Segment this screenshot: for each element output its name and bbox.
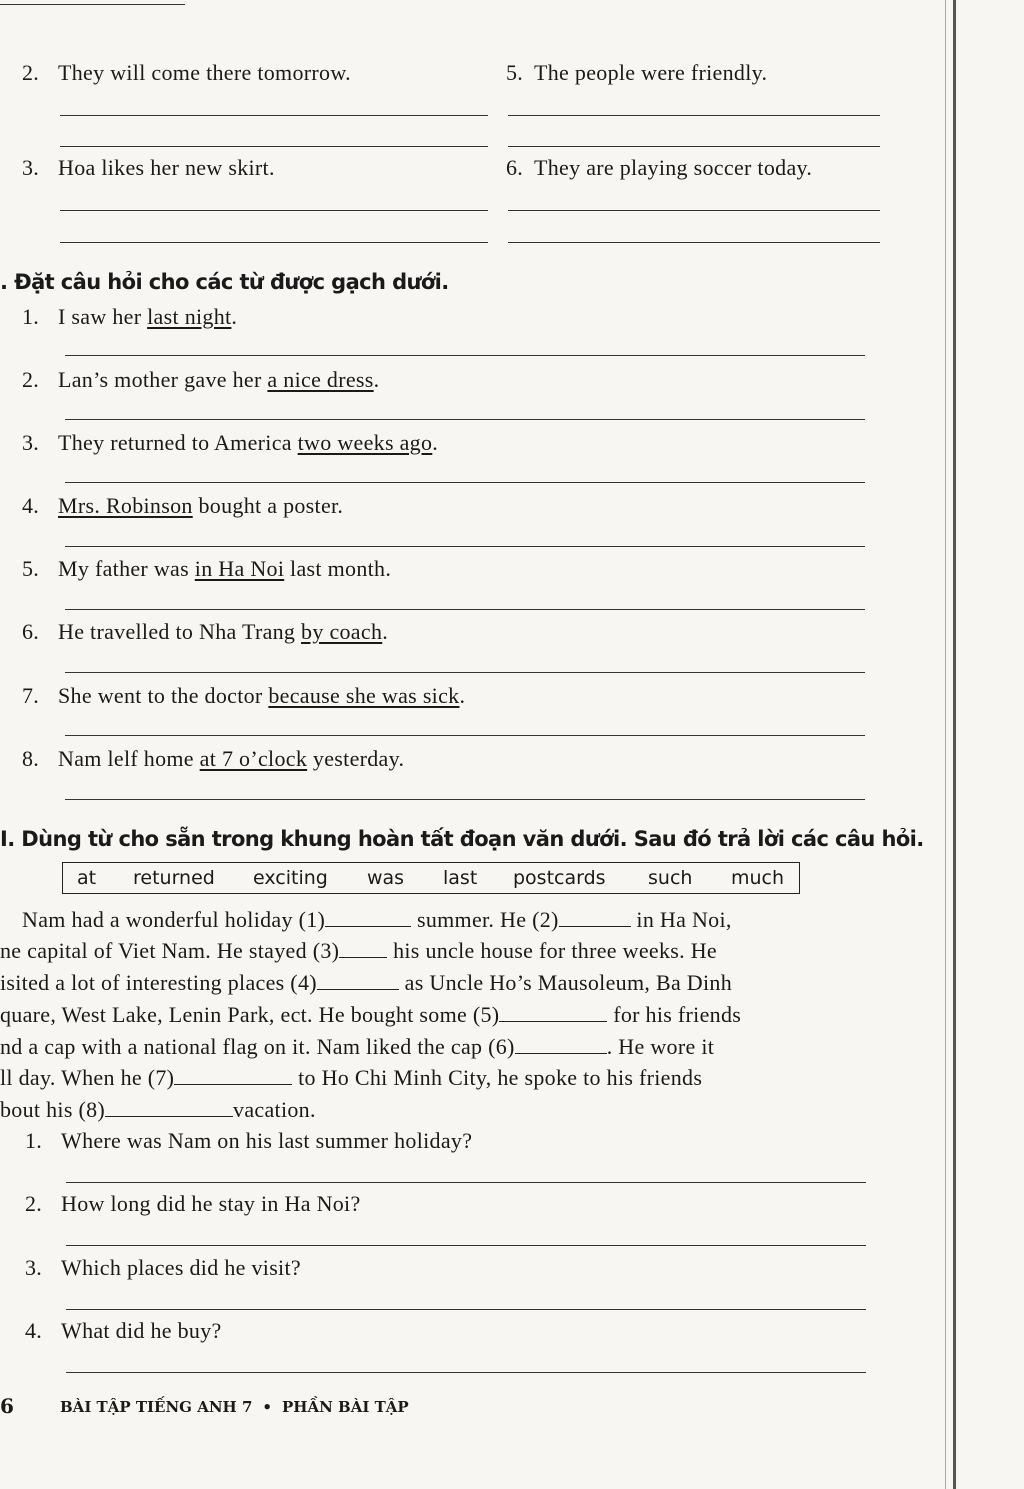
answer-line[interactable] (60, 146, 488, 147)
answer-line[interactable] (508, 210, 880, 211)
word: postcards (513, 867, 606, 889)
top-rule (0, 4, 185, 5)
question-item: 5. My father was in Ha Noi last month. (22, 556, 392, 581)
answer-line[interactable] (65, 799, 865, 800)
page-edge (953, 0, 956, 1489)
word: such (648, 867, 693, 889)
answer-line[interactable] (65, 355, 865, 356)
answer-line[interactable] (66, 1309, 866, 1310)
passage-line: nd a cap with a national flag on it. Nam liked the cap (6) . He wore it (0, 1034, 715, 1059)
reading-question: 3. Which places did he visit? (25, 1255, 301, 1280)
answer-line[interactable] (508, 146, 880, 147)
answer-line[interactable] (65, 735, 865, 736)
page-number: 6 (0, 1394, 14, 1418)
question-item: 7. She went to the doctor because she was sick. (22, 683, 466, 708)
answer-line[interactable] (65, 419, 865, 420)
word: much (731, 867, 785, 889)
answer-line[interactable] (65, 609, 865, 610)
passage-line: isited a lot of interesting places (4) as Uncle Ho’s Mausoleum, Ba Dinh (0, 970, 733, 995)
answer-line[interactable] (65, 546, 865, 547)
reading-question: 1. Where was Nam on his last summer holiday? (25, 1128, 473, 1153)
question-item: 2. Lan’s mother gave her a nice dress. (22, 367, 380, 392)
word-box (62, 862, 800, 894)
answer-line[interactable] (60, 242, 488, 243)
passage-line: bout his (8) vacation. (0, 1097, 316, 1122)
footer-title: BÀI TẬP TIẾNG ANH 7 • PHẦN BÀI TẬP (60, 1398, 409, 1416)
word: at (77, 867, 97, 889)
answer-line[interactable] (508, 115, 880, 116)
passage-line: ll day. When he (7) to Ho Chi Minh City, he spoke to his friends (0, 1065, 703, 1090)
section-heading-questions: . Đặt câu hỏi cho các từ được gạch dưới. (0, 270, 449, 294)
prev-item-6: 6. They are playing soccer today. (506, 155, 813, 180)
answer-line[interactable] (66, 1245, 866, 1246)
blank-2[interactable] (559, 906, 631, 927)
word: exciting (253, 867, 328, 889)
passage-line: quare, West Lake, Lenin Park, ect. He bought some (5) for his friends (0, 1002, 742, 1027)
answer-line[interactable] (66, 1182, 866, 1183)
blank-3[interactable] (339, 937, 387, 958)
answer-line[interactable] (65, 482, 865, 483)
passage-line: Nam had a wonderful holiday (1) summer. He (2) in Ha Noi, (22, 907, 732, 932)
section-heading-reading: I. Dùng từ cho sẵn trong khung hoàn tất đoạn văn dưới. Sau đó trả lời các câu hỏi. (0, 827, 924, 851)
reading-question: 2. How long did he stay in Ha Noi? (25, 1191, 361, 1216)
blank-7[interactable] (174, 1064, 292, 1085)
word: returned (133, 867, 215, 889)
answer-line[interactable] (508, 242, 880, 243)
blank-8[interactable] (105, 1096, 233, 1117)
question-item: 3. They returned to America two weeks ago. (22, 430, 439, 455)
blank-4[interactable] (317, 969, 399, 990)
answer-line[interactable] (65, 672, 865, 673)
answer-line[interactable] (60, 115, 488, 116)
blank-1[interactable] (325, 906, 411, 927)
word: last (443, 867, 478, 889)
question-item: 6. He travelled to Nha Trang by coach. (22, 619, 389, 644)
prev-item-3: 3. Hoa likes her new skirt. (22, 155, 275, 180)
question-item: 1. I saw her last night. (22, 304, 238, 329)
question-item: 8. Nam lelf home at 7 o’clock yesterday. (22, 746, 405, 771)
prev-item-5: 5. The people were friendly. (506, 60, 768, 85)
passage-line: ne capital of Viet Nam. He stayed (3) his uncle house for three weeks. He (0, 938, 717, 963)
question-item: 4. Mrs. Robinson bought a poster. (22, 493, 344, 518)
answer-line[interactable] (66, 1372, 866, 1373)
blank-6[interactable] (515, 1033, 607, 1054)
word: was (367, 867, 405, 889)
reading-question: 4. What did he buy? (25, 1318, 222, 1343)
prev-item-2: 2. They will come there tomorrow. (22, 60, 351, 85)
answer-line[interactable] (60, 210, 488, 211)
page-edge-thin (945, 0, 946, 1489)
blank-5[interactable] (499, 1001, 607, 1022)
